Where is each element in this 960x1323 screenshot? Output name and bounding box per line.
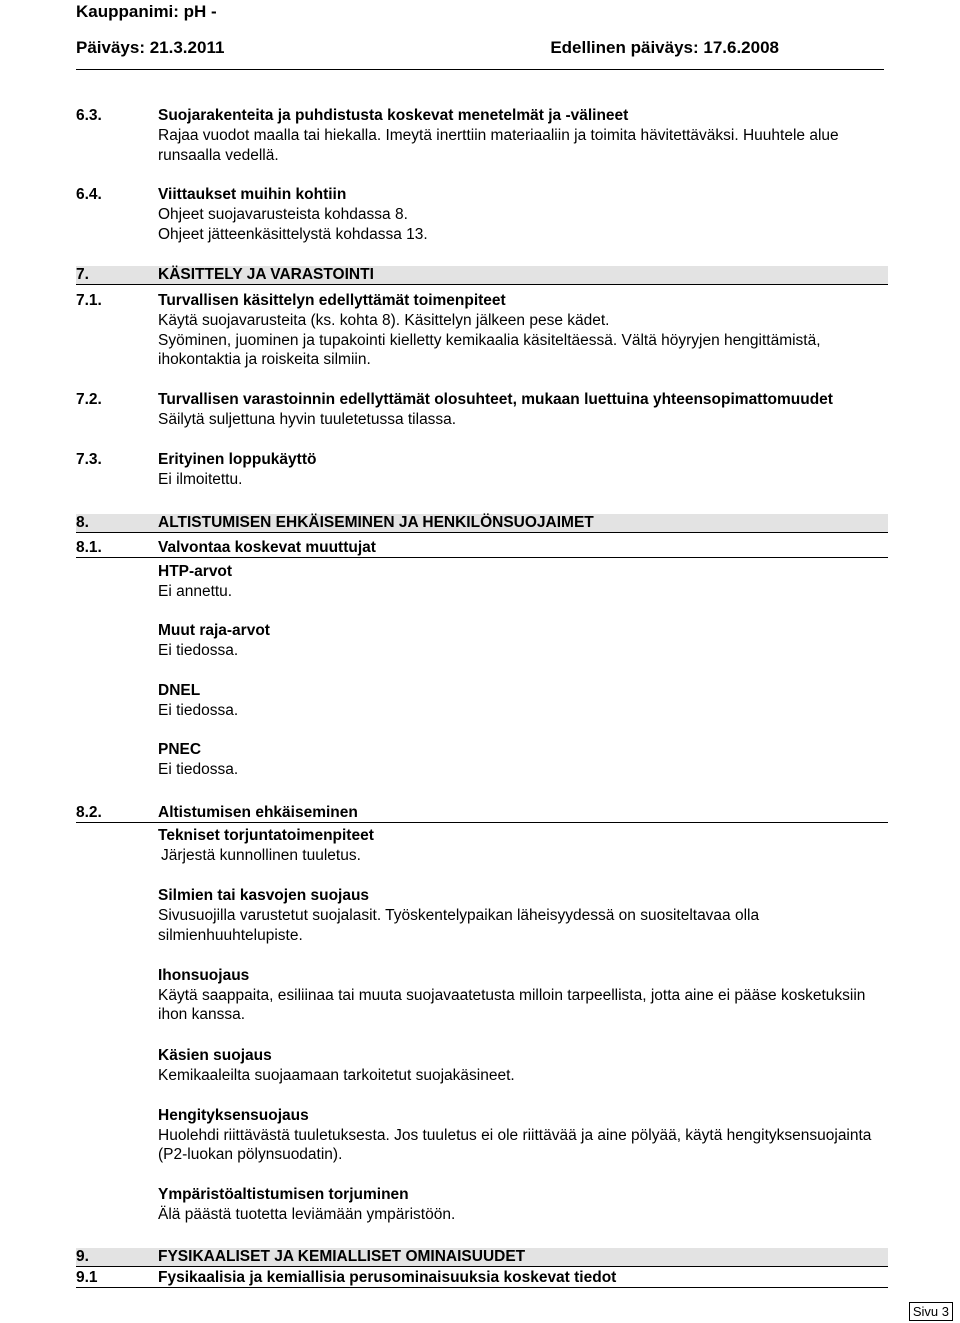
section-8-1-heading bbox=[76, 539, 888, 558]
section-7-1-text: ihokontaktia ja roiskeita silmiin. bbox=[158, 351, 371, 368]
technical-measures-value: Järjestä kunnollinen tuuletus. bbox=[161, 847, 361, 864]
environmental-exposure-label: Ympäristöaltistumisen torjuminen bbox=[158, 1186, 409, 1203]
section-6-3-text: runsaalla vedellä. bbox=[158, 147, 279, 164]
eye-protection-label: Silmien tai kasvojen suojaus bbox=[158, 887, 370, 904]
section-7-3-text: Ei ilmoitettu. bbox=[158, 471, 243, 488]
header-divider bbox=[76, 69, 884, 70]
hand-protection-value: Kemikaaleilta suojaamaan tarkoitetut suojakäsineet. bbox=[158, 1067, 515, 1084]
page-number: Sivu 3 bbox=[909, 1302, 953, 1321]
technical-measures-label: Tekniset torjuntatoimenpiteet bbox=[158, 827, 374, 844]
skin-protection-value: ihon kanssa. bbox=[158, 1006, 246, 1023]
section-9-title: FYSIKAALISET JA KEMIALLISET OMINAISUUDET bbox=[158, 1248, 526, 1265]
environmental-exposure-value: Älä päästä tuotetta leviämään ympäristöön. bbox=[158, 1206, 456, 1223]
section-7-number: 7. bbox=[76, 266, 89, 283]
pnec-value: Ei tiedossa. bbox=[158, 761, 239, 778]
previous-date: Edellinen päiväys: 17.6.2008 bbox=[550, 38, 779, 57]
section-7-2-text: Säilytä suljettuna hyvin tuuletetussa tilassa. bbox=[158, 411, 457, 428]
section-6-4-text: Ohjeet jätteenkäsittelystä kohdassa 13. bbox=[158, 226, 428, 243]
section-6-4-number: 6.4. bbox=[76, 186, 102, 203]
other-limits-value: Ei tiedossa. bbox=[158, 642, 239, 659]
section-6-3-text: Rajaa vuodot maalla tai hiekalla. Imeytä inerttiin materiaaliin ja toimita hävitettäväksi. Huuhtele alue bbox=[158, 127, 839, 144]
section-8-title: ALTISTUMISEN EHKÄISEMINEN JA HENKILÖNSUOJAIMET bbox=[158, 514, 594, 531]
section-7-1-title: Turvallisen käsittelyn edellyttämät toimenpiteet bbox=[158, 292, 506, 309]
trade-name: Kauppanimi: pH - bbox=[76, 2, 217, 21]
section-7-2-title: Turvallisen varastoinnin edellyttämät olosuhteet, mukaan luettuina yhteensopimattomuudet bbox=[158, 391, 833, 408]
section-9-1-title: Fysikaalisia ja kemiallisia perusominaisuuksia koskevat tiedot bbox=[158, 1269, 617, 1286]
dnel-value: Ei tiedossa. bbox=[158, 702, 239, 719]
section-9-number: 9. bbox=[76, 1248, 89, 1265]
respiratory-protection-value: Huolehdi riittävästä tuuletuksesta. Jos tuuletus ei ole riittävää ja aine pölyää, käytä hengityksensuojainta bbox=[158, 1127, 872, 1144]
section-7-1-text: Syöminen, juominen ja tupakointi kielletty kemikaalia käsiteltäessä. Vältä höyryjen hengittämistä, bbox=[158, 332, 821, 349]
other-limits-label: Muut raja-arvot bbox=[158, 622, 270, 639]
section-8-1-title: Valvontaa koskevat muuttujat bbox=[158, 539, 376, 556]
section-9-1-heading bbox=[76, 1269, 888, 1288]
section-7-heading bbox=[76, 266, 888, 285]
respiratory-protection-label: Hengityksensuojaus bbox=[158, 1107, 309, 1124]
section-7-title: KÄSITTELY JA VARASTOINTI bbox=[158, 266, 374, 283]
skin-protection-label: Ihonsuojaus bbox=[158, 967, 250, 984]
section-8-2-heading bbox=[76, 804, 888, 823]
htp-label: HTP-arvot bbox=[158, 563, 233, 580]
section-8-1-number: 8.1. bbox=[76, 539, 102, 556]
section-9-1-number: 9.1 bbox=[76, 1269, 98, 1286]
section-8-heading bbox=[76, 514, 888, 533]
eye-protection-value: silmienhuuhtelupiste. bbox=[158, 927, 303, 944]
section-6-4-text: Ohjeet suojavarusteista kohdassa 8. bbox=[158, 206, 408, 223]
pnec-label: PNEC bbox=[158, 741, 202, 758]
section-6-4-title: Viittaukset muihin kohtiin bbox=[158, 186, 347, 203]
skin-protection-value: Käytä saappaita, esiliinaa tai muuta suojavaatetusta milloin tarpeellista, jotta aine ei pääse kosketuksiin bbox=[158, 987, 866, 1004]
section-9-heading bbox=[76, 1248, 888, 1267]
section-7-3-title: Erityinen loppukäyttö bbox=[158, 451, 317, 468]
respiratory-protection-value: (P2-luokan pölynsuodatin). bbox=[158, 1146, 343, 1163]
section-6-3-title: Suojarakenteita ja puhdistusta koskevat menetelmät ja -välineet bbox=[158, 107, 629, 124]
hand-protection-label: Käsien suojaus bbox=[158, 1047, 272, 1064]
section-7-1-number: 7.1. bbox=[76, 292, 102, 309]
section-6-3-number: 6.3. bbox=[76, 107, 102, 124]
eye-protection-value: Sivusuojilla varustetut suojalasit. Työskentelypaikan läheisyydessä on suositeltavaa olla bbox=[158, 907, 760, 924]
section-7-3-number: 7.3. bbox=[76, 451, 102, 468]
section-8-2-number: 8.2. bbox=[76, 804, 102, 821]
section-7-2-number: 7.2. bbox=[76, 391, 102, 408]
issue-date: Päiväys: 21.3.2011 bbox=[76, 38, 225, 57]
dnel-label: DNEL bbox=[158, 682, 201, 699]
section-8-number: 8. bbox=[76, 514, 89, 531]
section-7-1-text: Käytä suojavarusteita (ks. kohta 8). Käsittelyn jälkeen pese kädet. bbox=[158, 312, 610, 329]
section-8-2-title: Altistumisen ehkäiseminen bbox=[158, 804, 358, 821]
htp-value: Ei annettu. bbox=[158, 583, 233, 600]
